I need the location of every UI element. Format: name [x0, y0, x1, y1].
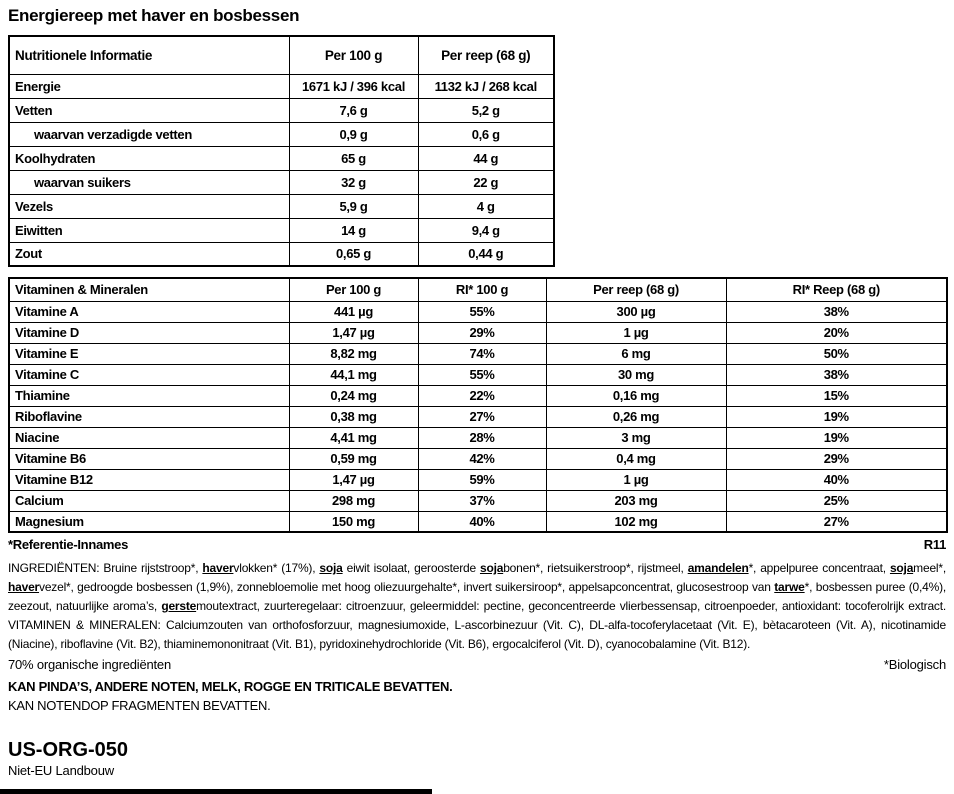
- table-row: [9, 301, 947, 322]
- vitamins-table-header-row: [9, 278, 947, 301]
- table-row: [9, 98, 554, 122]
- row-value: 0,9 g: [289, 122, 418, 146]
- row-value: 50%: [726, 343, 947, 364]
- column-header-per-100g: Per 100 g: [289, 278, 418, 301]
- table-row: [9, 343, 947, 364]
- row-value: 0,16 mg: [546, 385, 726, 406]
- column-header-per-reep: Per reep (68 g): [418, 36, 554, 74]
- organic-percentage-row: [8, 657, 946, 672]
- allergen-ingredient: tarwe: [774, 580, 805, 594]
- organic-certification-code: US-ORG-050: [8, 739, 129, 761]
- row-value: 14 g: [289, 218, 418, 242]
- row-value: 9,4 g: [418, 218, 554, 242]
- allergen-warning-secondary: KAN NOTENDOP FRAGMENTEN BEVATTEN.: [8, 698, 271, 713]
- row-value: 22 g: [418, 170, 554, 194]
- nutrition-table: [8, 35, 555, 267]
- table-row: [9, 469, 947, 490]
- table-row: [9, 170, 554, 194]
- row-value: 0,26 mg: [546, 406, 726, 427]
- row-value: 44 g: [418, 146, 554, 170]
- row-value: 0,65 g: [289, 242, 418, 266]
- nutrition-table-title: Nutritionele Informatie: [9, 36, 289, 74]
- row-value: 7,6 g: [289, 98, 418, 122]
- row-value: 38%: [726, 301, 947, 322]
- row-value: 19%: [726, 427, 947, 448]
- row-label: Vitamine C: [9, 364, 289, 385]
- row-label: Vitamine B12: [9, 469, 289, 490]
- bottom-crop-bar: [0, 789, 432, 794]
- ingredient-text: bonen*, rietsuikerstroop*, rijstmeel,: [503, 561, 688, 575]
- row-value: 300 µg: [546, 301, 726, 322]
- row-value: 0,6 g: [418, 122, 554, 146]
- row-value: 8,82 mg: [289, 343, 418, 364]
- row-value: 1,47 µg: [289, 469, 418, 490]
- table-row: [9, 218, 554, 242]
- table-row: [9, 448, 947, 469]
- table-row: [9, 490, 947, 511]
- row-value: 0,24 mg: [289, 385, 418, 406]
- row-label: Vitamine E: [9, 343, 289, 364]
- table-row: [9, 146, 554, 170]
- row-value: 32 g: [289, 170, 418, 194]
- biologic-footnote: *Biologisch: [883, 657, 946, 672]
- row-value: 5,2 g: [418, 98, 554, 122]
- row-value: 59%: [418, 469, 546, 490]
- row-value: 1 µg: [546, 469, 726, 490]
- row-label: Vetten: [9, 98, 289, 122]
- row-label: Vezels: [9, 194, 289, 218]
- row-value: 55%: [418, 301, 546, 322]
- row-value: 30 mg: [546, 364, 726, 385]
- row-value: 27%: [726, 511, 947, 532]
- farming-origin-label: Niet-EU Landbouw: [8, 763, 114, 778]
- vitamins-table-title: Vitaminen & Mineralen: [9, 278, 289, 301]
- row-value: 28%: [418, 427, 546, 448]
- table-row: [9, 122, 554, 146]
- row-value: 1671 kJ / 396 kcal: [289, 74, 418, 98]
- row-value: 19%: [726, 406, 947, 427]
- row-value: 5,9 g: [289, 194, 418, 218]
- table-row: [9, 427, 947, 448]
- column-header-ri-reep: RI* Reep (68 g): [726, 278, 947, 301]
- ingredients-paragraph: [8, 559, 946, 654]
- row-value: 3 mg: [546, 427, 726, 448]
- row-value: 27%: [418, 406, 546, 427]
- row-value: 25%: [726, 490, 947, 511]
- allergen-ingredient: soja: [479, 561, 504, 575]
- page-title: Energiereep met haver en bosbessen: [8, 6, 300, 25]
- row-label: Vitamine A: [9, 301, 289, 322]
- ingredient-text: vezel*, gedroogde bosbessen (1,9%), zonnebloemolie met hoog oliezuurgehalte*, invert suikersiroop*, appelsapconcentrat, glucosestroop van: [39, 580, 775, 594]
- column-header-ri-100g: RI* 100 g: [418, 278, 546, 301]
- row-value: 203 mg: [546, 490, 726, 511]
- ingredient-text: INGREDIËNTEN: Bruine rijststroop*,: [8, 561, 203, 575]
- row-value: 1,47 µg: [289, 322, 418, 343]
- reference-intake-note: *Referentie-Innames: [8, 537, 129, 552]
- row-value: 22%: [418, 385, 546, 406]
- row-value: 38%: [726, 364, 947, 385]
- allergen-ingredient: amandelen: [687, 561, 749, 575]
- row-value: 4 g: [418, 194, 554, 218]
- row-value: 1132 kJ / 268 kcal: [418, 74, 554, 98]
- row-value: 44,1 mg: [289, 364, 418, 385]
- row-label: Magnesium: [9, 511, 289, 532]
- column-header-per-reep: Per reep (68 g): [546, 278, 726, 301]
- table-row: [9, 385, 947, 406]
- row-value: 0,4 mg: [546, 448, 726, 469]
- ingredient-text: eiwit isolaat, geroosterde: [342, 561, 480, 575]
- row-value: 441 µg: [289, 301, 418, 322]
- table-row: [9, 194, 554, 218]
- reference-intake-row: [8, 537, 946, 552]
- allergen-ingredient: soja: [889, 561, 914, 575]
- row-value: 37%: [418, 490, 546, 511]
- row-value: 4,41 mg: [289, 427, 418, 448]
- row-label: Calcium: [9, 490, 289, 511]
- row-label: Energie: [9, 74, 289, 98]
- row-label: Thiamine: [9, 385, 289, 406]
- row-label: Vitamine D: [9, 322, 289, 343]
- row-value: 65 g: [289, 146, 418, 170]
- row-value: 298 mg: [289, 490, 418, 511]
- row-value: 29%: [726, 448, 947, 469]
- allergen-ingredient: haver: [8, 580, 40, 594]
- row-value: 0,38 mg: [289, 406, 418, 427]
- row-label: Zout: [9, 242, 289, 266]
- table-row: [9, 322, 947, 343]
- row-label: Niacine: [9, 427, 289, 448]
- nutrition-table-header-row: [9, 36, 554, 74]
- row-value: 15%: [726, 385, 947, 406]
- row-value: 102 mg: [546, 511, 726, 532]
- row-label: Koolhydraten: [9, 146, 289, 170]
- allergen-ingredient: haver: [202, 561, 234, 575]
- row-label: Eiwitten: [9, 218, 289, 242]
- organic-percentage-label: 70% organische ingrediënten: [8, 657, 171, 672]
- table-row: [9, 364, 947, 385]
- allergen-ingredient: gerste: [161, 599, 197, 613]
- table-row: [9, 511, 947, 532]
- allergen-ingredient: soja: [319, 561, 343, 575]
- table-row: [9, 74, 554, 98]
- vitamins-minerals-table: [8, 277, 948, 533]
- row-value: 0,44 g: [418, 242, 554, 266]
- row-value: 40%: [418, 511, 546, 532]
- column-header-per-100g: Per 100 g: [289, 36, 418, 74]
- table-row: [9, 242, 554, 266]
- row-label: waarvan verzadigde vetten: [9, 122, 289, 146]
- row-value: 6 mg: [546, 343, 726, 364]
- row-label: Riboflavine: [9, 406, 289, 427]
- ingredient-text: meel*,: [913, 561, 946, 575]
- row-value: 74%: [418, 343, 546, 364]
- row-label: waarvan suikers: [9, 170, 289, 194]
- row-value: 29%: [418, 322, 546, 343]
- row-value: 1 µg: [546, 322, 726, 343]
- ingredient-text: moutextract, zuurteregelaar: citroenzuur, geleermiddel: pectine, geconcentreerde vlierbessensap, citroenpoeder, antioxidant: tocoferolrijk extract. VITAMINEN & MINERALEN: Calciumzouten van orthofosforzuur, magnesiumoxide, L-ascorbinezuur (Vit. C), DL-alfa-tocoferylacetaat (Vit. E), bètacaroteen (Vit. A), nicotinamide (Niacine), riboflavine (Vit. B2), thiaminemononitraat (Vit. B1), pyridoxinehydrochloride (Vit. B6), ergocalciferol (Vit. D), cyanocobalamine (Vit. B12).: [8, 599, 946, 651]
- row-value: 0,59 mg: [289, 448, 418, 469]
- ingredient-text: vlokken* (17%),: [233, 561, 320, 575]
- row-value: 150 mg: [289, 511, 418, 532]
- row-value: 42%: [418, 448, 546, 469]
- row-label: Vitamine B6: [9, 448, 289, 469]
- row-value: 20%: [726, 322, 947, 343]
- ingredient-text: *, bosbessen puree (0,4%), zeezout, natuurlijke aroma’s,: [8, 580, 947, 613]
- table-row: [9, 406, 947, 427]
- ingredient-text: *, appelpuree concentraat,: [748, 561, 890, 575]
- row-value: 40%: [726, 469, 947, 490]
- reference-code: R11: [923, 537, 946, 552]
- allergen-warning-primary: KAN PINDA’S, ANDERE NOTEN, MELK, ROGGE EN TRITICALE BEVATTEN.: [8, 679, 453, 694]
- row-value: 55%: [418, 364, 546, 385]
